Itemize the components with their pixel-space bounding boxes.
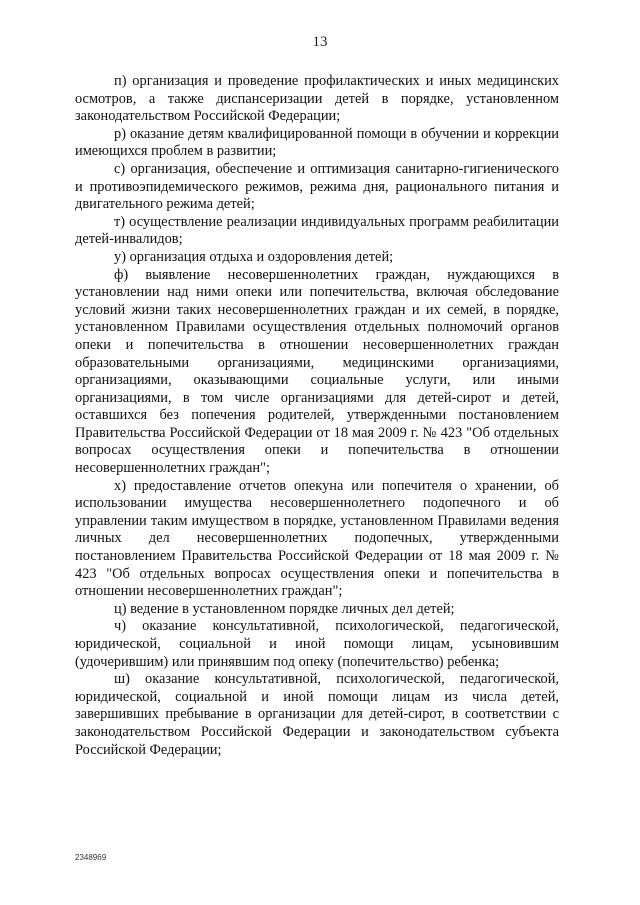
paragraph-r: р) оказание детям квалифицированной помощи в обучении и коррекции имеющихся проблем в развитии; [75, 125, 559, 160]
paragraph-ch: ч) оказание консультативной, психологической, педагогической, юридической, социальной и иной помощи лицам, усыновившим (удочерившим) или принявшим под опеку (попечительство) ребенка; [75, 618, 559, 670]
paragraph-s: с) организация, обеспечение и оптимизация санитарно-гигиенического и противоэпидемического режимов, режима дня, рационального питания и двигательного режима детей; [75, 160, 559, 213]
paragraph-ts: ц) ведение в установленном порядке личных дел детей; [114, 600, 455, 617]
document-body [75, 73, 559, 759]
paragraph-f: ф) выявление несовершеннолетних граждан, нуждающихся в установлении над ними опеки или попечительства, включая обследование условий жизни таких несовершеннолетних граждан и их семей, в порядке, установленном Правилами осуществления отдельных полномочий органов опеки и попечительства в отношении несовершеннолетних граждан образовательными организациями, медицинскими организациями, организациями, оказывающими социальные услуги, или иными организациями, в том числе организациями для детей-сирот и детей, оставшихся без попечения родителей, утвержденными постановлением Правительства Российской Федерации от 18 мая 2009 г. № 423 "Об отдельных вопросах осуществления опеки и попечительства в отношении несовершеннолетних граждан"; [75, 266, 559, 477]
paragraph-kh: х) предоставление отчетов опекуна или попечителя о хранении, об использовании имущества несовершеннолетнего подопечного и об управлении таким имуществом в порядке, установленном Правилами ведения личных дел несовершеннолетних подопечных, утвержденными постановлением Правительства Российской Федерации от 18 мая 2009 г. № 423 "Об отдельных вопросах осуществления опеки и попечительства в отношении несовершеннолетних граждан"; [75, 477, 559, 600]
paragraph-t: т) осуществление реализации индивидуальных программ реабилитации детей-инвалидов; [75, 213, 559, 248]
document-code: 2348969 [75, 853, 107, 862]
page-number: 13 [312, 34, 328, 50]
paragraph-u: у) организация отдыха и оздоровления детей; [114, 248, 394, 265]
paragraph-sh: ш) оказание консультативной, психологической, педагогической, юридической, социальной и иной помощи лицам из числа детей, завершивших пребывание в организации для детей-сирот, в соответствии с законодательством Российской Федерации и законодательством субъекта Российской Федерации; [75, 671, 559, 758]
paragraph-p: п) организация и проведение профилактических и иных медицинских осмотров, а также диспансеризации детей в порядке, установленном законодательством Российской Федерации; [75, 73, 559, 125]
